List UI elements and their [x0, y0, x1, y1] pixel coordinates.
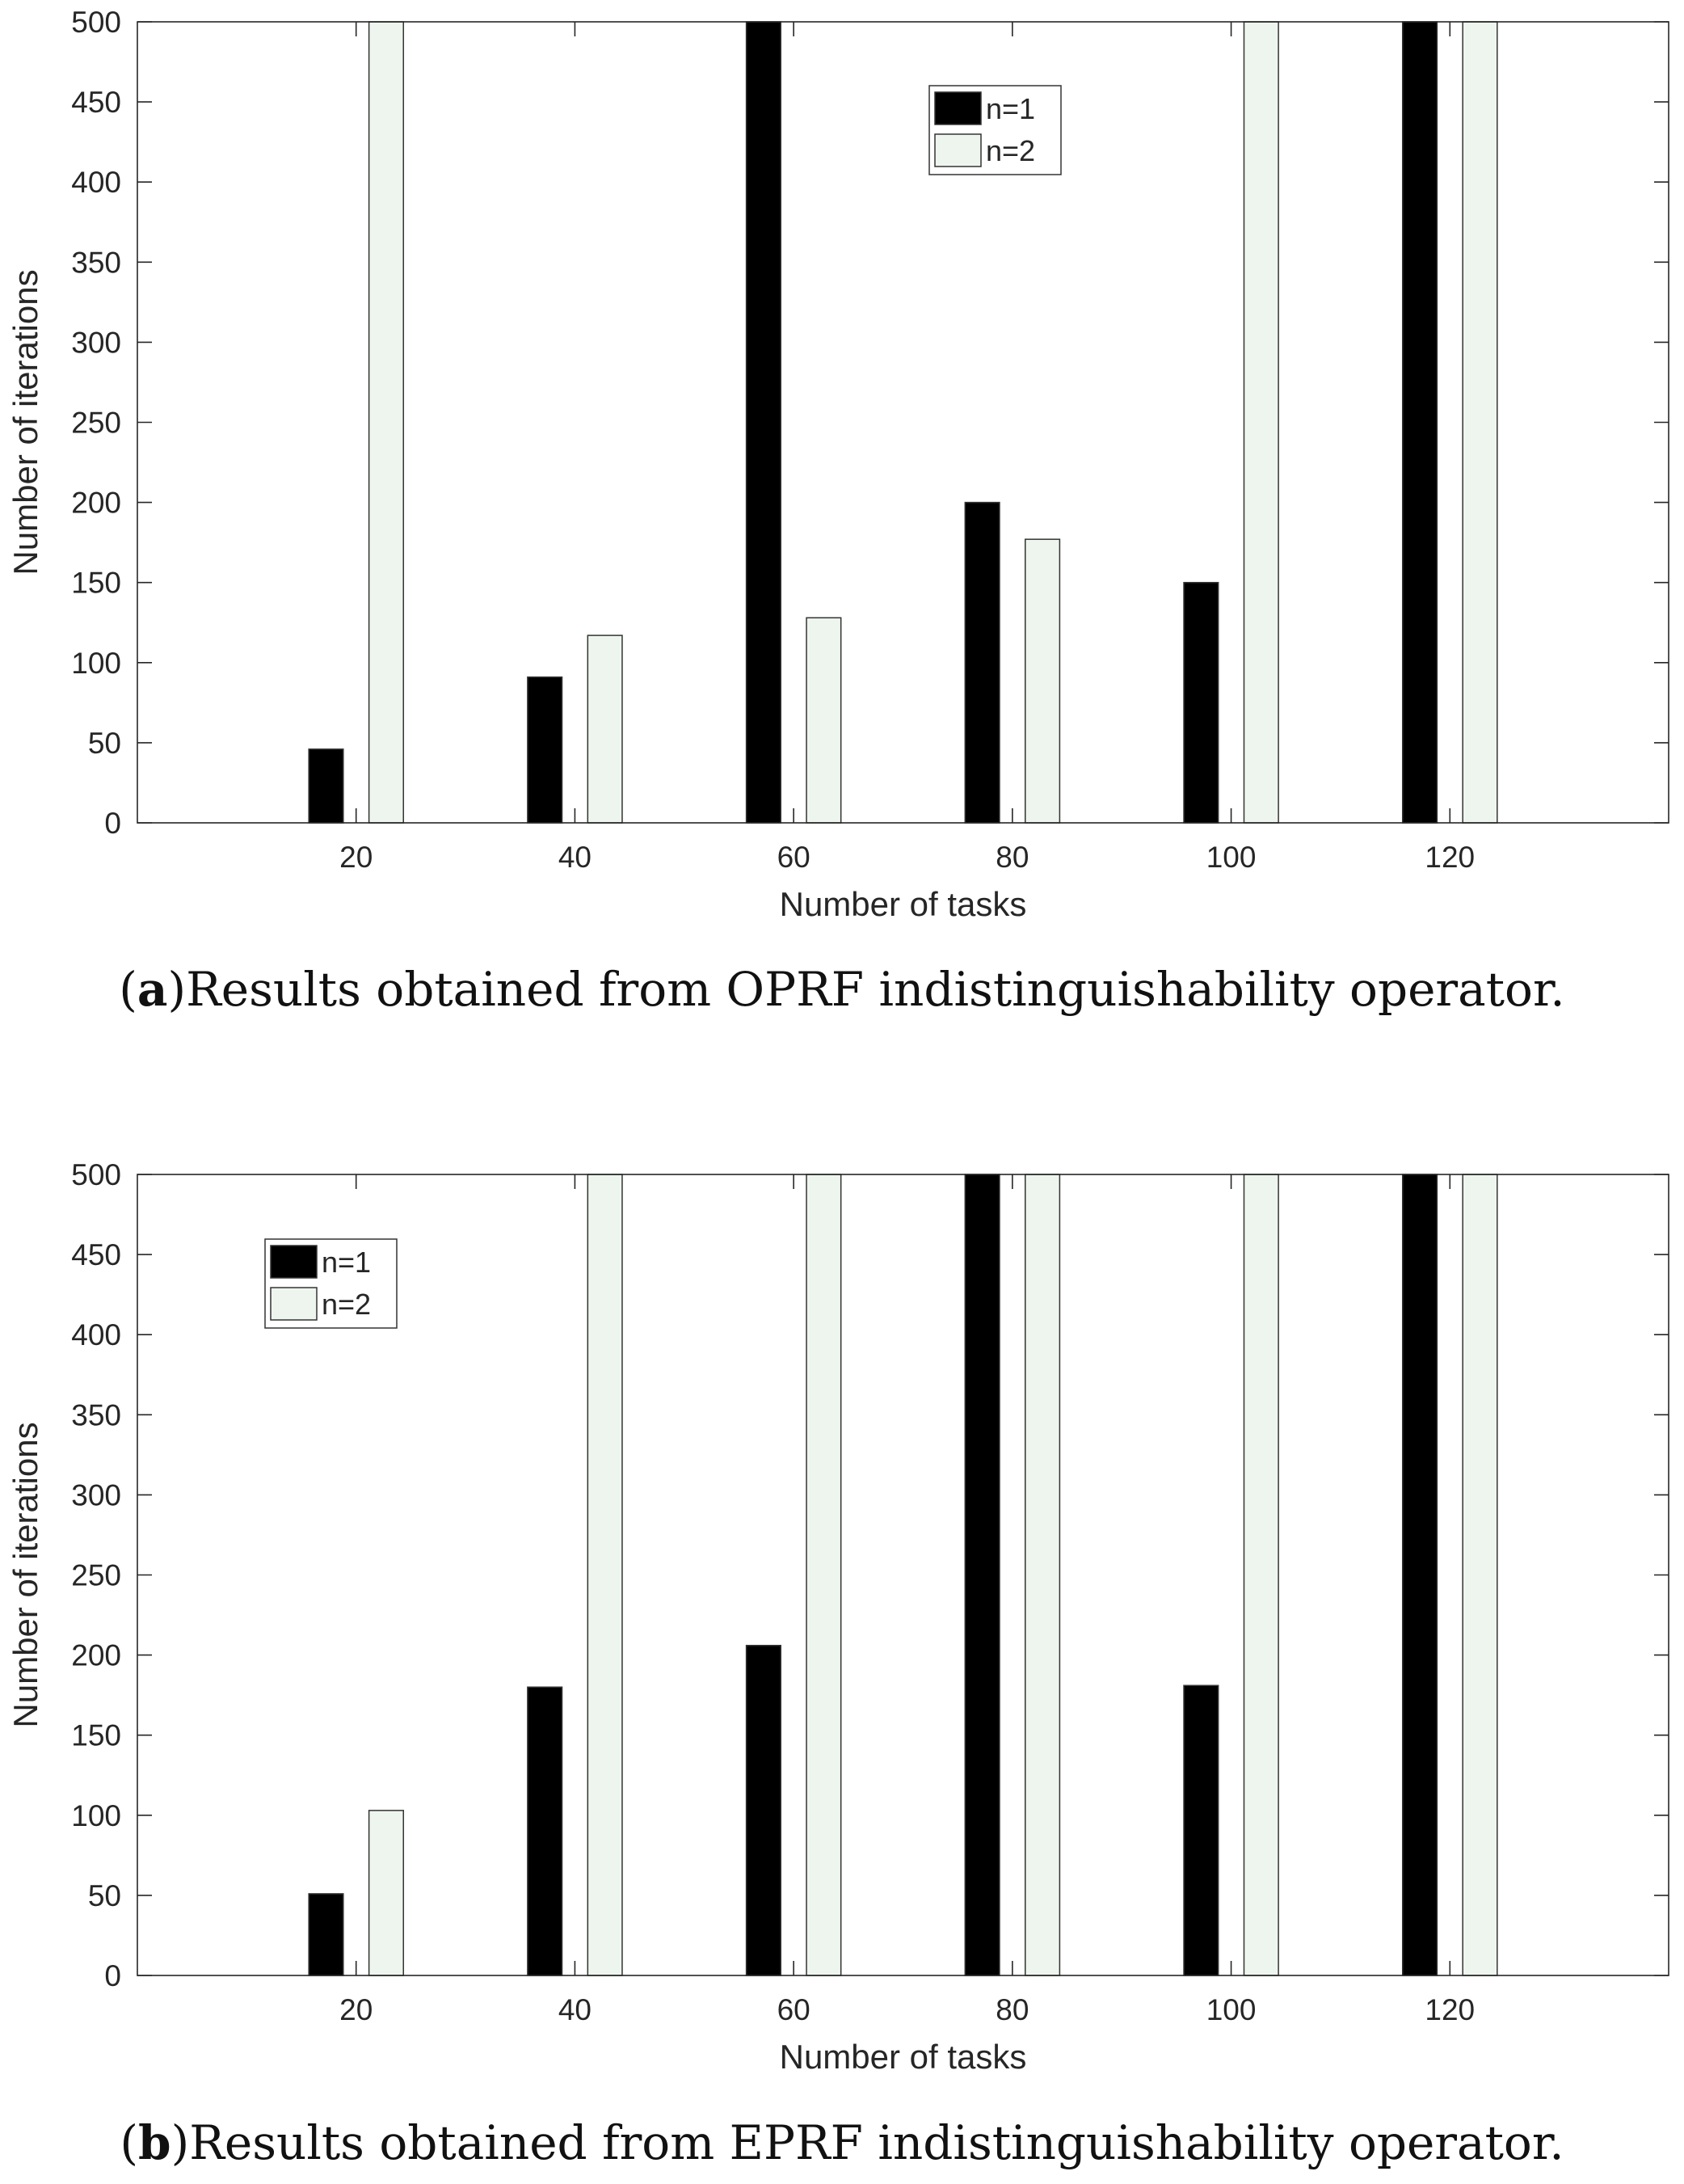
y-tick-label: 300: [71, 1478, 121, 1512]
caption-b-label: b: [138, 2115, 171, 2170]
x-tick-label: 80: [996, 1993, 1029, 2026]
y-tick-label: 400: [71, 1318, 121, 1352]
bar-n=2-x100: [1244, 22, 1278, 823]
bar-n=1-x100: [1184, 583, 1219, 823]
chart-panel-b: [6, 1158, 1669, 2076]
y-tick-label: 100: [71, 646, 121, 680]
bar-n=1-x120: [1403, 1174, 1438, 1975]
bar-n=2-x20: [369, 1811, 404, 1975]
legend-label-n=1: n=1: [322, 1246, 372, 1279]
y-tick-label: 150: [71, 1718, 121, 1752]
bar-n=1-x80: [965, 503, 1000, 823]
y-axis-title: Number of iterations: [6, 1422, 44, 1728]
y-tick-label: 200: [71, 486, 121, 520]
x-axis-title: Number of tasks: [779, 2038, 1027, 2076]
bar-n=2-x60: [806, 1174, 841, 1975]
y-tick-label: 450: [71, 1238, 121, 1272]
bar-n=1-x40: [528, 677, 562, 823]
chart-panel-a: [6, 6, 1669, 923]
y-tick-label: 50: [87, 726, 121, 760]
y-tick-label: 400: [71, 166, 121, 200]
bar-n=2-x120: [1463, 1174, 1497, 1975]
y-tick-label: 0: [104, 1959, 121, 1992]
x-tick-label: 40: [558, 841, 592, 874]
x-tick-label: 60: [777, 841, 810, 874]
legend: [265, 1239, 397, 1328]
x-tick-label: 20: [339, 1993, 373, 2026]
x-tick-label: 80: [996, 841, 1029, 874]
y-tick-label: 350: [71, 1398, 121, 1432]
x-tick-label: 120: [1425, 1993, 1476, 2026]
y-tick-label: 250: [71, 406, 121, 440]
bar-n=1-x20: [309, 749, 343, 823]
axes-box: [137, 22, 1669, 823]
y-tick-label: 250: [71, 1558, 121, 1592]
legend-swatch-n=2: [271, 1288, 317, 1320]
legend-label-n=2: n=2: [986, 134, 1036, 167]
legend: [929, 86, 1061, 175]
bar-n=1-x80: [965, 1174, 1000, 1975]
bar-n=2-x80: [1025, 1174, 1060, 1975]
x-tick-label: 20: [339, 841, 373, 874]
x-tick-label: 120: [1425, 841, 1476, 874]
y-tick-label: 0: [104, 807, 121, 840]
bar-n=1-x60: [747, 1646, 781, 1975]
x-tick-label: 60: [777, 1993, 810, 2026]
bar-n=1-x100: [1184, 1685, 1219, 1975]
x-tick-label: 100: [1206, 1993, 1257, 2026]
y-tick-label: 150: [71, 566, 121, 600]
bar-n=2-x40: [587, 635, 622, 823]
caption-a-label: a: [137, 962, 168, 1017]
x-axis-title: Number of tasks: [779, 885, 1027, 923]
caption-b-text: Results obtained from EPRF indistinguishability operator.: [189, 2115, 1564, 2170]
bar-n=2-x40: [587, 1174, 622, 1975]
y-tick-label: 450: [71, 86, 121, 120]
y-tick-label: 300: [71, 326, 121, 360]
bar-n=2-x120: [1463, 22, 1497, 823]
y-tick-label: 500: [71, 1158, 121, 1191]
legend-swatch-n=1: [935, 92, 981, 124]
bar-n=2-x20: [369, 22, 404, 823]
bar-n=1-x20: [309, 1894, 343, 1975]
legend-label-n=1: n=1: [986, 92, 1036, 125]
caption-a-text: Results obtained from OPRF indistinguishability operator.: [186, 962, 1565, 1017]
caption-b: (b)Results obtained from EPRF indistinguishability operator.: [120, 2115, 1564, 2170]
bar-n=1-x120: [1403, 22, 1438, 823]
y-tick-label: 100: [71, 1798, 121, 1832]
bar-n=2-x60: [806, 618, 841, 823]
y-tick-label: 50: [87, 1878, 121, 1912]
x-tick-label: 100: [1206, 841, 1257, 874]
y-tick-label: 200: [71, 1638, 121, 1672]
x-tick-label: 40: [558, 1993, 592, 2026]
legend-label-n=2: n=2: [322, 1288, 372, 1321]
y-axis-title: Number of iterations: [6, 269, 44, 576]
y-tick-label: 350: [71, 246, 121, 280]
bar-n=2-x80: [1025, 539, 1060, 823]
legend-swatch-n=2: [935, 134, 981, 167]
caption-a: (a)Results obtained from OPRF indistinguishability operator.: [119, 962, 1565, 1017]
bar-n=1-x40: [528, 1687, 562, 1975]
legend-swatch-n=1: [271, 1246, 317, 1278]
bar-n=2-x100: [1244, 1174, 1278, 1975]
y-tick-label: 500: [71, 6, 121, 39]
bar-n=1-x60: [747, 22, 781, 823]
